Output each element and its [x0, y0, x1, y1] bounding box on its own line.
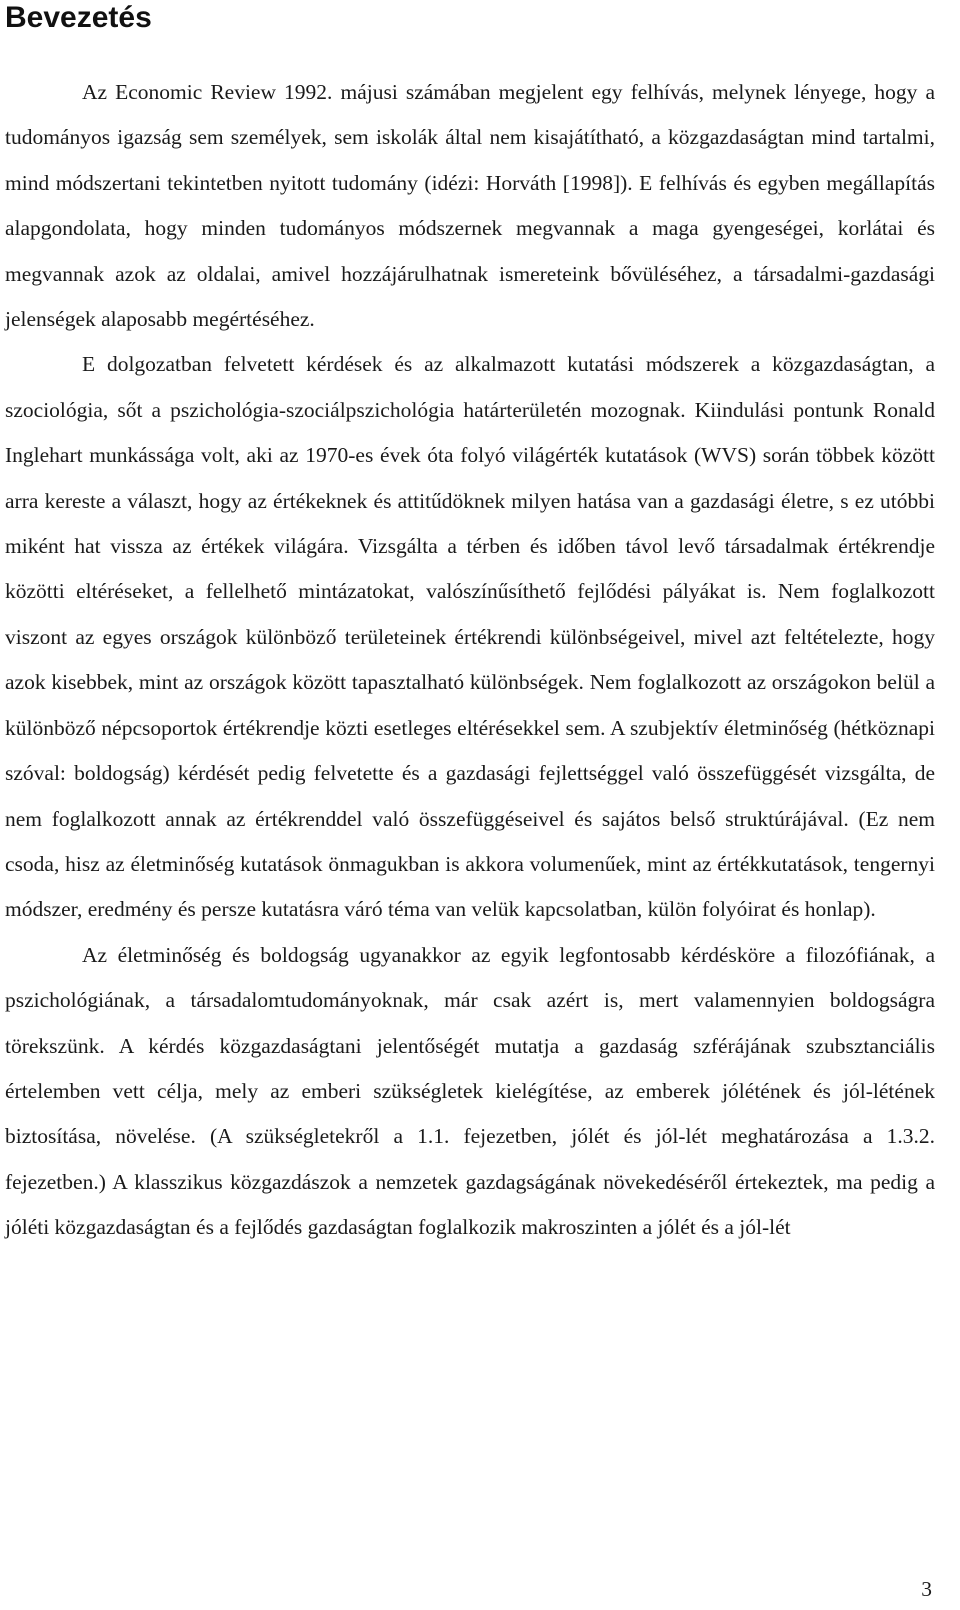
paragraph-wellbeing: Az életminőség és boldogság ugyanakkor az egyik legfontosabb kérdésköre a filozófiának, a pszichológiának, a társadalomtudományoknak, már csak azért is, mert valamennyien boldogságra törekszünk. A kérdés közgazdaságtani jelentőségét mutatja a gazdaság szférájának szubsztanciális értelemben vett célja, mely az emberi szükségletek kielégítése, az emberek jólétének és jól-létének biztosítása, növelése. (A szükségletekről a 1.1. fejezetben, jólét és jól-lét meghatározása a 1.3.2. fejezetben.) A klasszikus közgazdászok a nemzetek gazdagságának növekedéséről értekeztek, ma pedig a jóléti közgazdaságtan és a fejlődés gazdaságtan foglalkozik makroszinten a jólét és a jól-lét	[5, 942, 935, 1240]
paragraph-intro: Az Economic Review 1992. májusi számában megjelent egy felhívás, melynek lényege, hogy a tudományos igazság sem személyek, sem iskolák által nem kisajátítható, a közgazdaságtan mind tartalmi, mind módszertani tekintetben nyitott tudomány (idézi: Horváth [1998]). E felhívás és egyben megállapítás alapgondolata, hogy minden tudományos módszernek megvannak a maga gyengeségei, korlátai és megvannak azok az oldalai, amivel hozzájárulhatnak ismereteink bővüléséhez, a társadalmi-gazdasági jelenségek alaposabb megértéséhez.	[5, 80, 935, 332]
page-number: 3	[921, 1577, 932, 1601]
section-heading: Bevezetés	[5, 1, 152, 34]
document-page	[5, 0, 935, 1251]
paragraph-methods: E dolgozatban felvetett kérdések és az alkalmazott kutatási módszerek a közgazdaságtan, a szociológia, sőt a pszichológia-szociálpszichológia határterületén mozognak. Kiindulási pontunk Ronald Inglehart munkássága volt, aki az 1970-es évek óta folyó világérték kutatások (WVS) során többek között arra kereste a választ, hogy az értékeknek és attitűdöknek milyen hatása van a gazdasági életre, s ez utóbbi miként hat vissza az értékek világára. Vizsgálta a térben és időben távol levő társadalmak értékrendje közötti eltéréseket, a fellelhető mintázatokat, valószínűsíthető fejlődési pályákat is. Nem foglalkozott viszont az egyes országok különböző területeinek értékrendi különbségeivel, mivel azt feltételezte, hogy azok kisebbek, mint az országok között tapasztalható különbségek. Nem foglalkozott az országokon belül a különböző népcsoportok értékrendje közti esetleges eltérésekkel sem. A szubjektív életminőség (hétköznapi szóval: boldogság) kérdését pedig felvetette és a gazdasági fejlettséggel való összefüggését vizsgálta, de nem foglalkozott annak az értékrenddel való összefüggéseivel és sajátos belső struktúrájával. (Ez nem csoda, hisz az életminőség kutatások önmagukban is akkora volumenűek, mint az értékkutatások, tengernyi módszer, eredmény és persze kutatásra váró téma van velük kapcsolatban, külön folyóirat és honlap).	[5, 352, 935, 922]
